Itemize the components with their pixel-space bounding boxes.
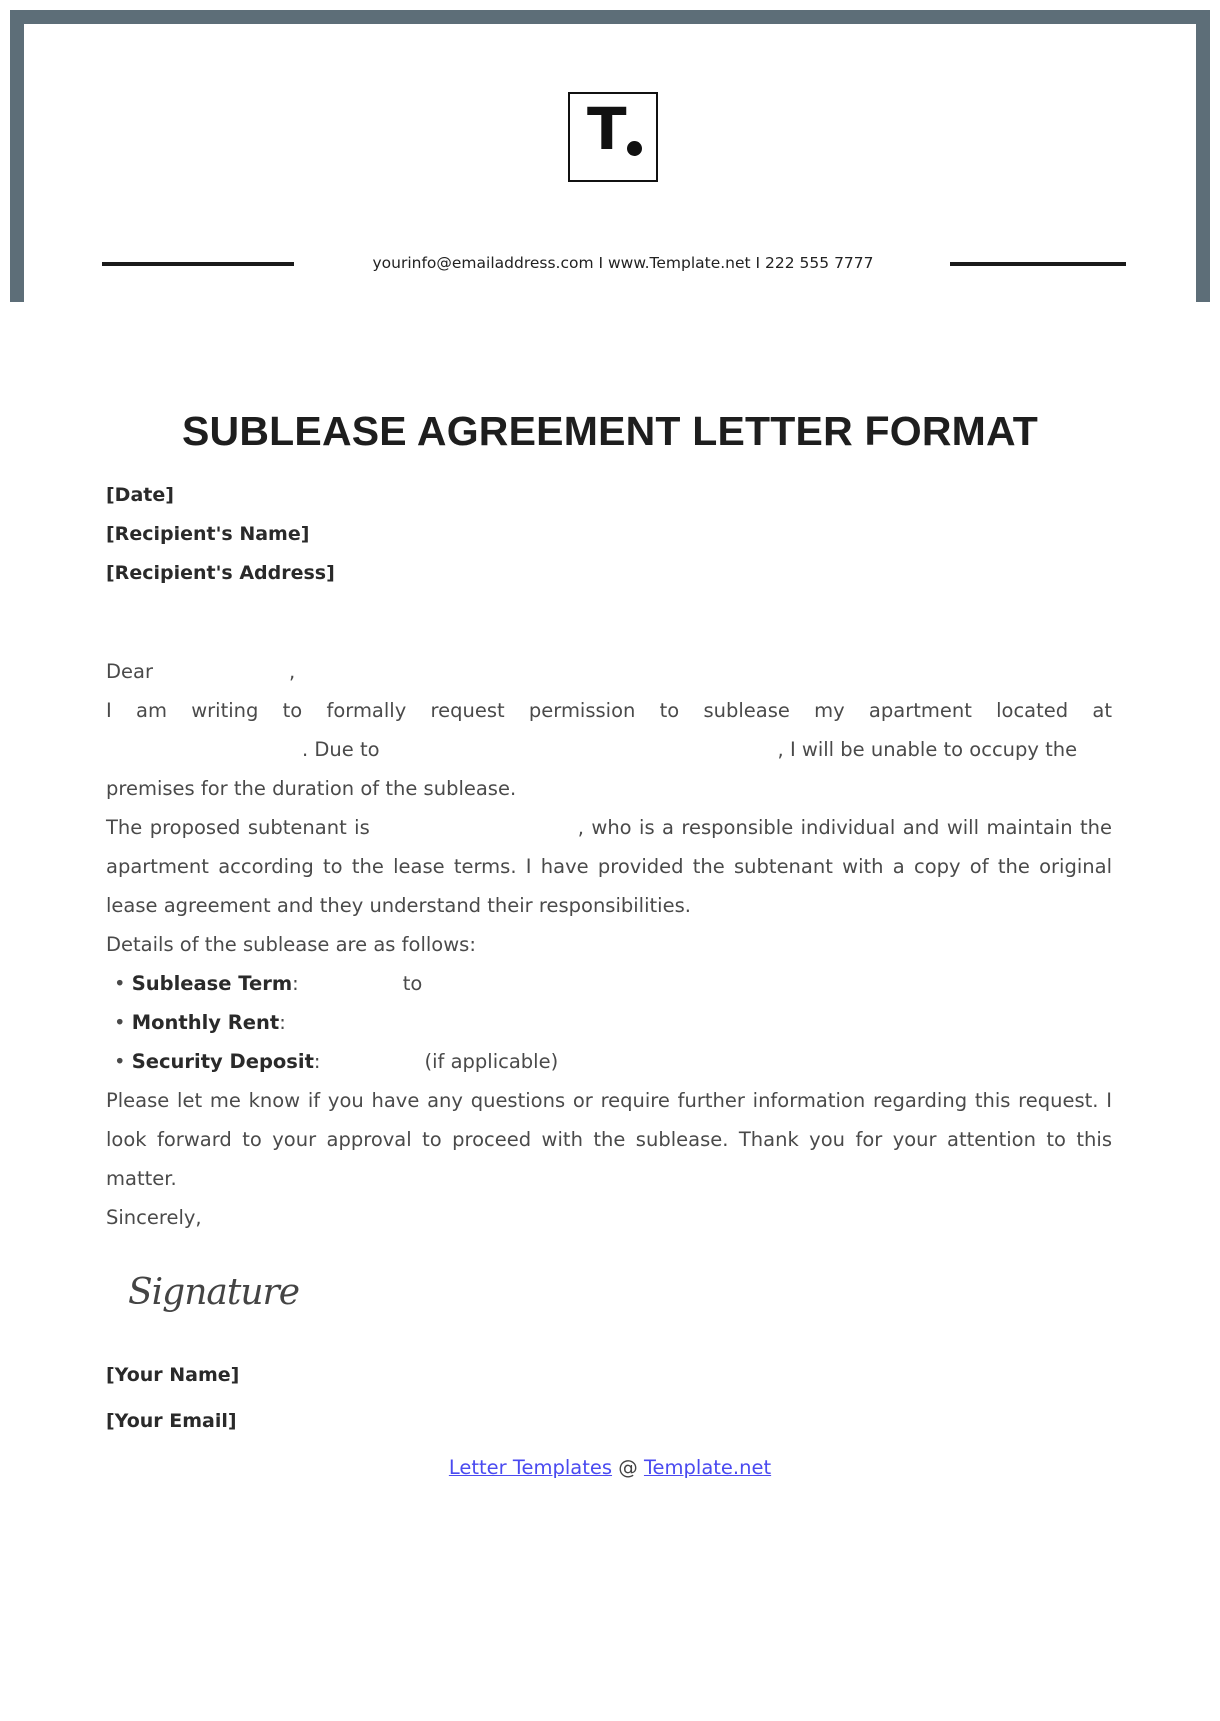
recipient-name-placeholder: [Recipient's Name]	[106, 523, 310, 545]
date-placeholder: [Date]	[106, 484, 174, 506]
paragraph-1-line-3: premises for the duration of the sublease.	[106, 777, 517, 800]
paragraph-1-line-2	[106, 730, 1112, 769]
bullet-label: Monthly Rent	[131, 1011, 280, 1034]
footer-at: @	[618, 1456, 638, 1479]
your-name-placeholder: [Your Name]	[106, 1364, 240, 1386]
paragraph-2	[106, 808, 1112, 925]
bullet-after: (if applicable)	[424, 1050, 559, 1073]
bullet-sep: :	[279, 1011, 286, 1034]
signature-image: Signature	[128, 1272, 300, 1313]
paragraph-3: Details of the sublease are as follows:	[106, 933, 476, 956]
paragraph-1-due-to: . Due to	[302, 738, 380, 761]
logo-dot-icon	[627, 141, 642, 156]
paragraph-1-unable: , I will be unable to occupy the	[777, 738, 1078, 761]
template-net-link[interactable]: Template.net	[643, 1456, 772, 1479]
page-title: SUBLEASE AGREEMENT LETTER FORMAT	[181, 408, 1038, 454]
recipient-address-placeholder: [Recipient's Address]	[106, 562, 335, 584]
bullet-label: Sublease Term	[131, 972, 293, 995]
paragraph-2-start: The proposed subtenant is	[106, 816, 370, 839]
paragraph-1-line-1: I am writing to formally request permission to sublease my apartment located at	[106, 699, 1112, 722]
bullet-sep: :	[313, 1050, 321, 1073]
footer-credit	[0, 1456, 1220, 1479]
closing: Sincerely,	[106, 1206, 202, 1229]
bullet-security-deposit: • Security Deposit: (if applicable)	[114, 1050, 559, 1073]
header-rule-right	[950, 262, 1126, 266]
contact-info: yourinfo@emailaddress.com I www.Template.net I 222 555 7777	[372, 254, 874, 272]
logo-letter: T	[587, 95, 627, 163]
bullet-sep: :	[292, 972, 299, 995]
paragraph-4: Please let me know if you have any questions or require further information regarding this request. I look forward to your approval to proceed with the sublease. Thank you for your attention to this matter.	[106, 1089, 1112, 1190]
salutation: Dear	[106, 660, 153, 683]
header-rule-left	[102, 262, 294, 266]
logo	[568, 92, 658, 182]
bullet-after: to	[402, 972, 423, 995]
salutation-comma: ,	[288, 660, 296, 683]
bullet-monthly-rent: • Monthly Rent:	[114, 1011, 286, 1034]
your-email-placeholder: [Your Email]	[106, 1410, 237, 1432]
salutation-line	[106, 652, 1112, 691]
bullet-sublease-term: • Sublease Term: to	[114, 972, 423, 995]
letter-templates-link[interactable]: Letter Templates	[448, 1456, 613, 1479]
bullet-label: Security Deposit	[131, 1050, 314, 1073]
letter-body	[106, 652, 1112, 1237]
paragraph-2-rest: , who is a responsible individual and will maintain the apartment according to the lease terms. I have provided the subtenant with a copy of the original lease agreement and they understand their responsibilities.	[106, 816, 1112, 917]
